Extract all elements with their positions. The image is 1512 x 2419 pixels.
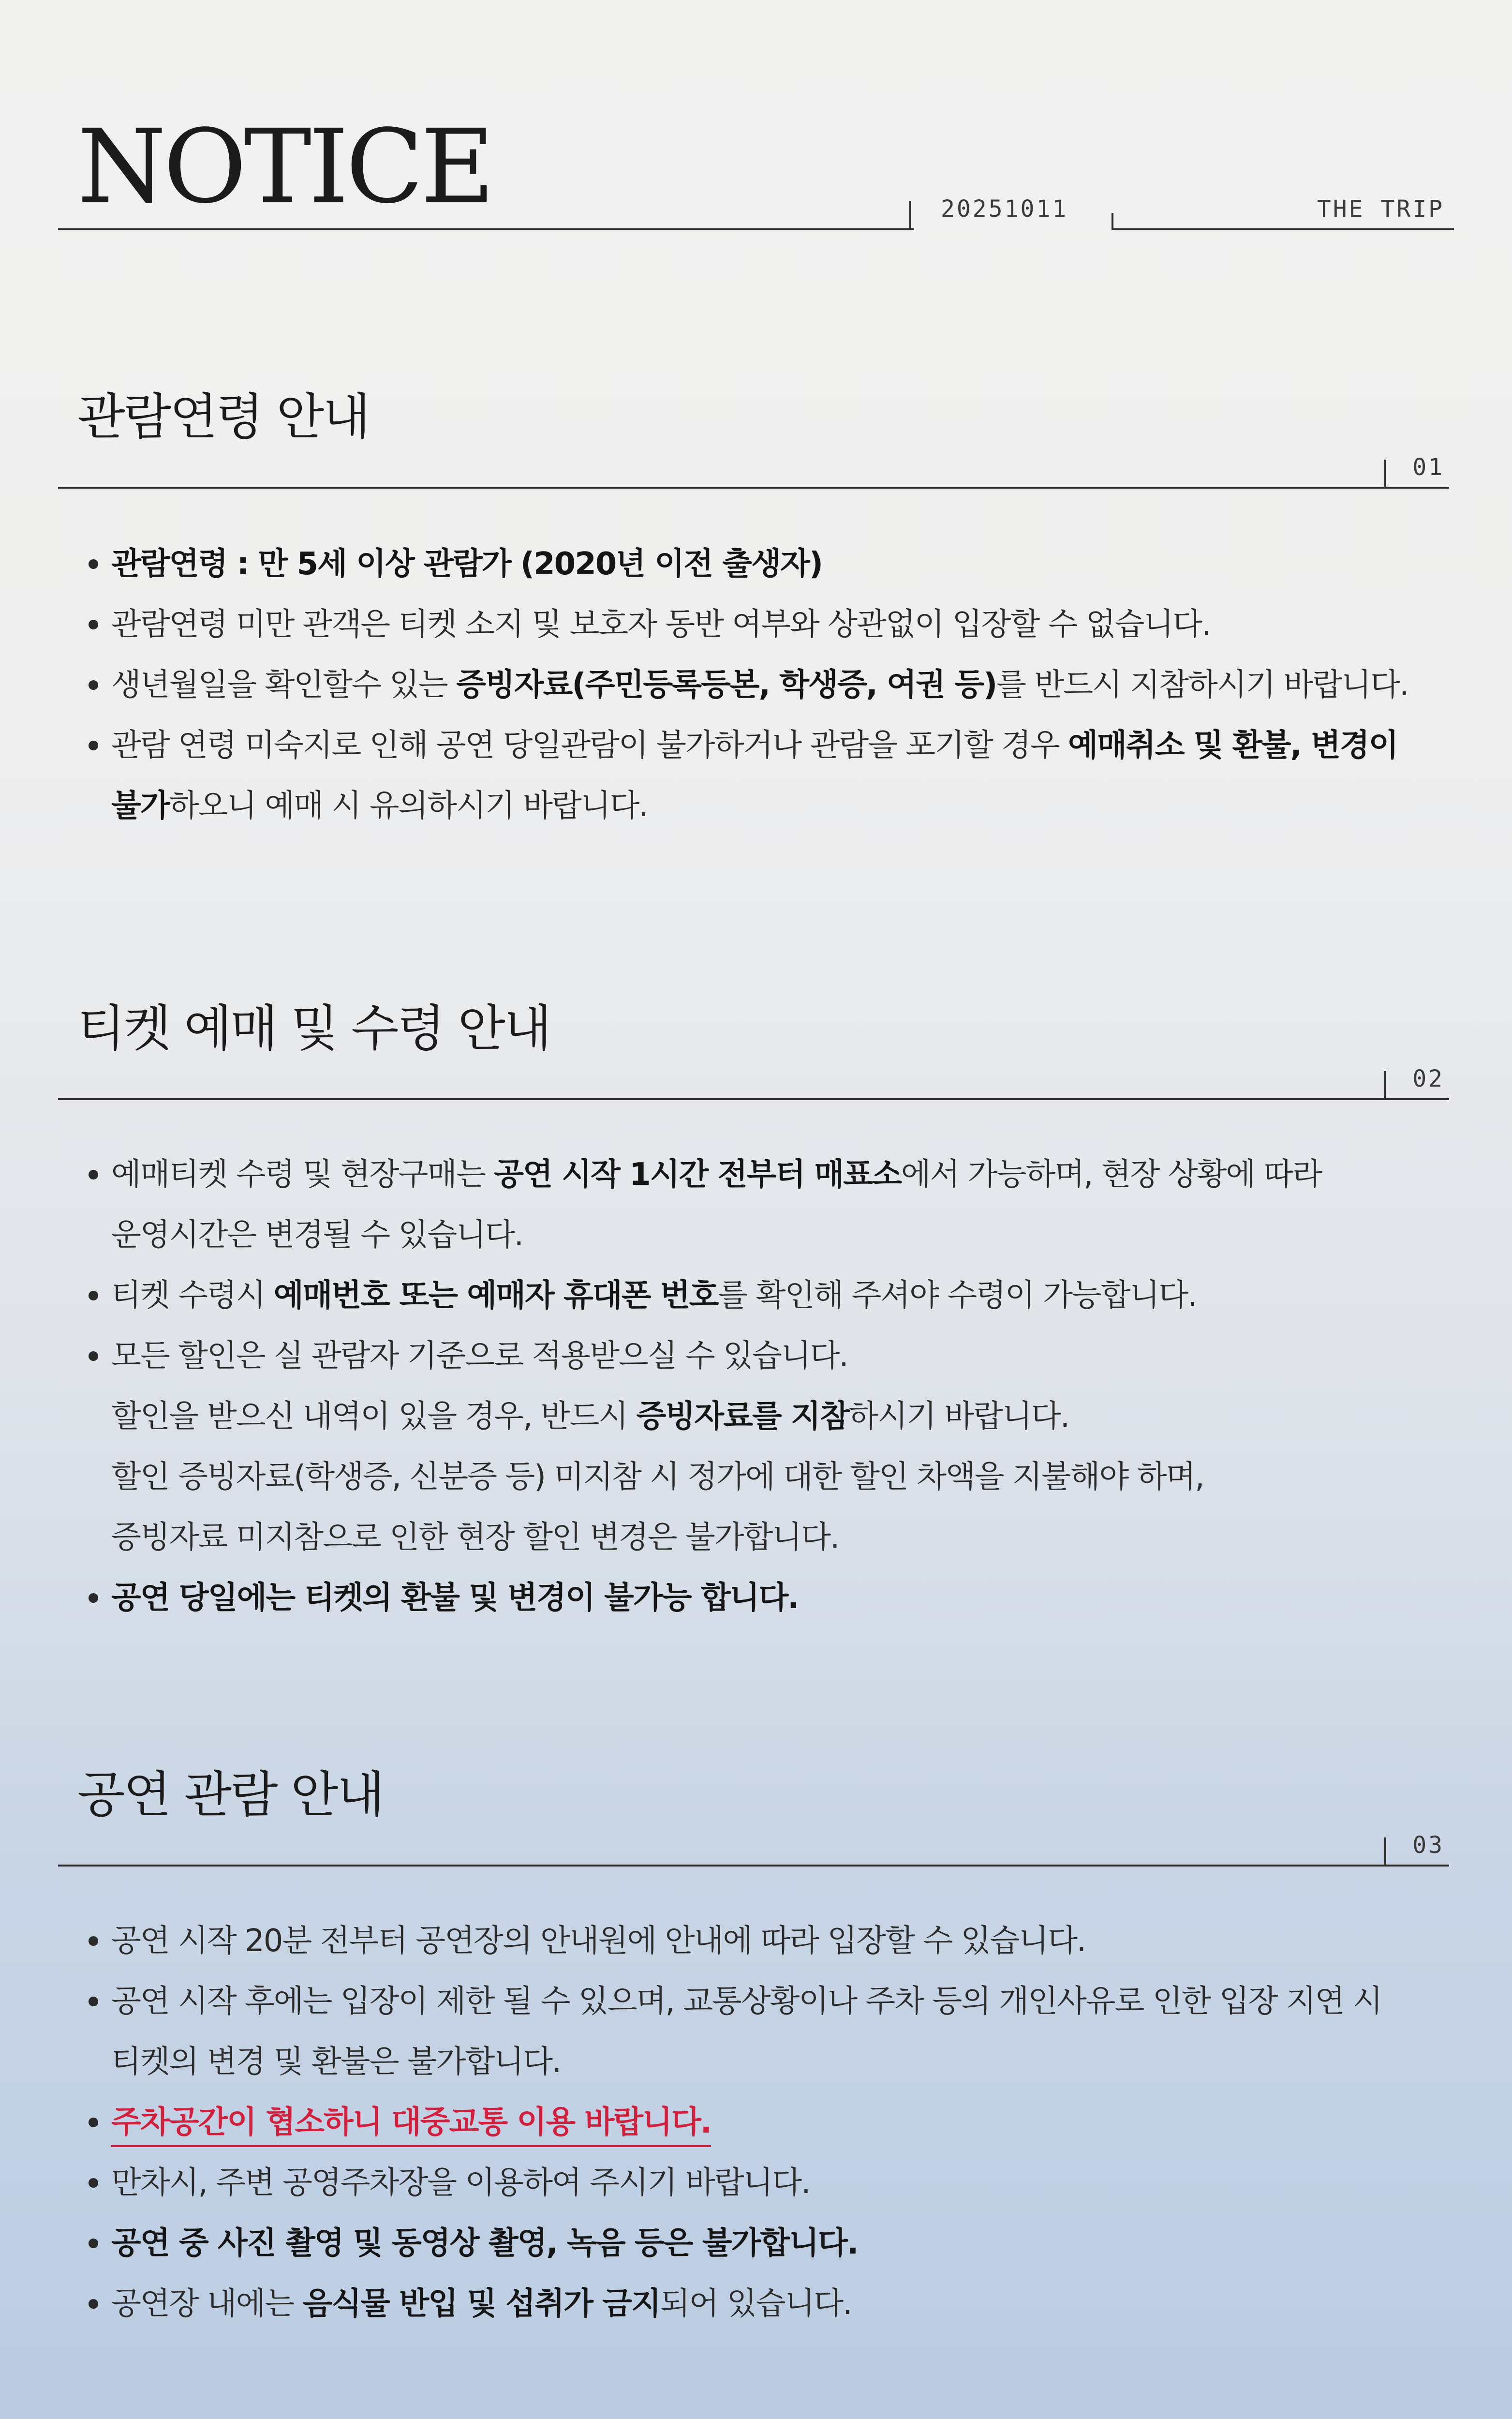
list-item: 모든 할인은 실 관람자 기준으로 적용받으실 수 있습니다. [85, 1326, 1468, 1387]
section-number: 01 [1412, 454, 1444, 481]
header-brand: THE TRIP [1317, 195, 1444, 223]
list-item: 공연 당일에는 티켓의 환불 및 변경이 불가능 합니다. [85, 1568, 1468, 1628]
header-divider-left [58, 228, 914, 230]
list-item: 공연 시작 후에는 입장이 제한 될 수 있으며, 교통상황이나 주차 등의 개인사유로 인한 입장 지연 시 티켓의 변경 및 환불은 불가합니다. [85, 1971, 1468, 2092]
section-number: 02 [1412, 1065, 1444, 1092]
section-number: 03 [1412, 1832, 1444, 1859]
section-divider [58, 1865, 1449, 1867]
section-list-ticket [85, 1145, 1468, 1628]
list-item: 공연 시작 20분 전부터 공연장의 안내원에 안내에 따라 입장할 수 있습니다. [85, 1911, 1468, 1971]
list-item: 공연 중 사진 촬영 및 동영상 촬영, 녹음 등은 불가합니다. [85, 2213, 1468, 2274]
section-title-age: 관람연령 안내 [77, 388, 369, 446]
header-divider-right [1112, 228, 1454, 230]
list-item: 할인을 받으신 내역이 있을 경우, 반드시 증빙자료를 지참하시기 바랍니다. [111, 1399, 1069, 1434]
list-item: 만차시, 주변 공영주차장을 이용하여 주시기 바랍니다. [85, 2153, 1468, 2213]
header-tick-right [1112, 213, 1113, 229]
section-divider [58, 1098, 1449, 1100]
list-item: 관람연령 : 만 5세 이상 관람가 (2020년 이전 출생자) [85, 534, 1468, 595]
page-title: NOTICE [77, 107, 492, 226]
list-item: 증빙자료 미지참으로 인한 현장 할인 변경은 불가합니다. [111, 1520, 839, 1555]
section-list-age [85, 534, 1468, 836]
list-item [85, 2092, 1468, 2153]
section-title-viewing: 공연 관람 안내 [77, 1766, 384, 1824]
list-item: 예매티켓 수령 및 현장구매는 공연 시작 1시간 전부터 매표소에서 가능하며, 현장 상황에 따라 운영시간은 변경될 수 있습니다. [85, 1145, 1468, 1266]
header-date: 20251011 [941, 195, 1068, 223]
section-tick [1384, 1071, 1386, 1099]
list-item: 생년월일을 확인할수 있는 증빙자료(주민등록등본, 학생증, 여권 등)를 반드시 지참하시기 바랍니다. [85, 655, 1468, 716]
section-tick [1384, 1837, 1386, 1866]
section-divider [58, 487, 1449, 489]
list-item: 관람연령 미만 관객은 티켓 소지 및 보호자 동반 여부와 상관없이 입장할 수 없습니다. [85, 595, 1468, 655]
section-title-ticket: 티켓 예매 및 수령 안내 [77, 1000, 550, 1058]
list-item: 관람 연령 미숙지로 인해 공연 당일관람이 불가하거나 관람을 포기할 경우 예매취소 및 환불, 변경이 불가하오니 예매 시 유의하시기 바랍니다. [85, 716, 1468, 836]
parking-warning: 주차공간이 협소하니 대중교통 이용 바랍니다. [111, 2105, 711, 2147]
section-tick [1384, 460, 1386, 488]
section-list-viewing [85, 1911, 1468, 2334]
header-tick-left [909, 201, 911, 229]
list-item: 티켓 수령시 예매번호 또는 예매자 휴대폰 번호를 확인해 주셔야 수령이 가능합니다. [85, 1266, 1468, 1326]
list-item: 할인 증빙자료(학생증, 신분증 등) 미지참 시 정가에 대한 할인 차액을 지불해야 하며, [111, 1459, 1204, 1495]
list-item: 공연장 내에는 음식물 반입 및 섭취가 금지되어 있습니다. [85, 2274, 1468, 2334]
